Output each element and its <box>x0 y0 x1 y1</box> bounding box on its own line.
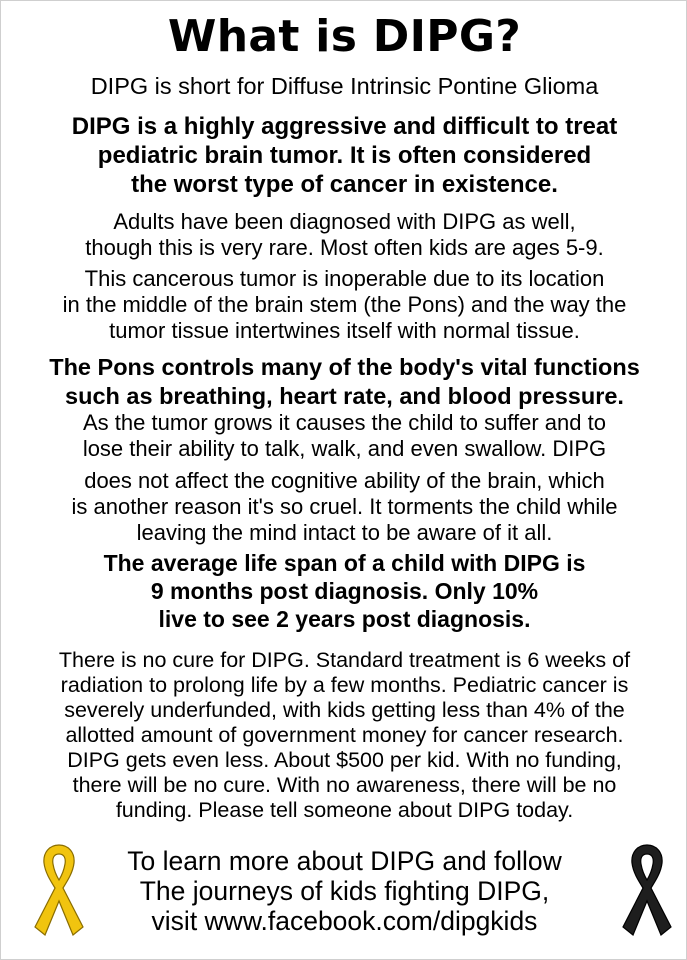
inoperable-line: in the middle of the brain stem (the Pons) and the way the <box>62 292 627 317</box>
no-cure-line: There is no cure for DIPG. Standard treatment is 6 weeks of <box>58 648 631 672</box>
intro-line: the worst type of cancer in existence. <box>131 171 558 198</box>
inoperable-paragraph <box>1 266 687 344</box>
no-cure-line: DIPG gets even less. About $500 per kid. With no funding, <box>67 748 622 772</box>
symptoms-line: does not affect the cognitive ability of the brain, which <box>84 468 605 493</box>
no-cure-paragraph <box>1 648 687 823</box>
no-cure-line: radiation to prolong life by a few months. Pediatric cancer is <box>60 673 629 697</box>
pons-paragraph <box>1 353 687 411</box>
symptoms-paragraph <box>1 410 687 546</box>
intro-line: pediatric brain tumor. It is often considered <box>97 142 592 169</box>
call-to-action-line: The journeys of kids fighting DIPG, <box>139 876 550 906</box>
symptoms-line: lose their ability to talk, walk, and even swallow. DIPG <box>82 436 607 461</box>
inoperable-line: tumor tissue intertwines itself with normal tissue. <box>109 318 580 343</box>
lifespan-line: The average life span of a child with DIPG is <box>103 550 586 576</box>
intro-line: DIPG is a highly aggressive and difficult to treat <box>71 113 618 140</box>
lifespan-paragraph <box>1 549 687 633</box>
subtitle: DIPG is short for Diffuse Intrinsic Pontine Glioma <box>90 73 599 99</box>
lifespan-line: 9 months post diagnosis. Only 10% <box>150 578 539 604</box>
page-title: What is DIPG? <box>167 11 522 62</box>
call-to-action-line: visit www.facebook.com/dipgkids <box>151 906 538 936</box>
lifespan-line: live to see 2 years post diagnosis. <box>158 606 531 632</box>
adults-line: though this is very rare. Most often kids are ages 5-9. <box>85 235 604 260</box>
symptoms-line: leaving the mind intact to be aware of it all. <box>136 520 553 545</box>
black-awareness-ribbon-icon <box>617 839 677 939</box>
gold-awareness-ribbon-icon <box>29 839 89 939</box>
call-to-action-line: To learn more about DIPG and follow <box>127 846 562 876</box>
no-cure-line: allotted amount of government money for cancer research. <box>65 723 624 747</box>
symptoms-line: As the tumor grows it causes the child to suffer and to <box>83 410 606 435</box>
pons-line: The Pons controls many of the body's vital functions <box>49 354 640 380</box>
no-cure-line: there will be no cure. With no awareness, there will be no <box>72 773 617 797</box>
adults-paragraph <box>1 209 687 261</box>
inoperable-line: This cancerous tumor is inoperable due to its location <box>84 266 605 291</box>
symptoms-line: is another reason it's so cruel. It torments the child while <box>71 494 618 519</box>
adults-line: Adults have been diagnosed with DIPG as well, <box>113 209 576 234</box>
call-to-action <box>1 846 687 936</box>
no-cure-line: funding. Please tell someone about DIPG today. <box>115 798 574 822</box>
pons-line: such as breathing, heart rate, and blood pressure. <box>65 383 624 409</box>
intro-paragraph <box>1 112 687 199</box>
no-cure-line: severely underfunded, with kids getting less than 4% of the <box>64 698 625 722</box>
